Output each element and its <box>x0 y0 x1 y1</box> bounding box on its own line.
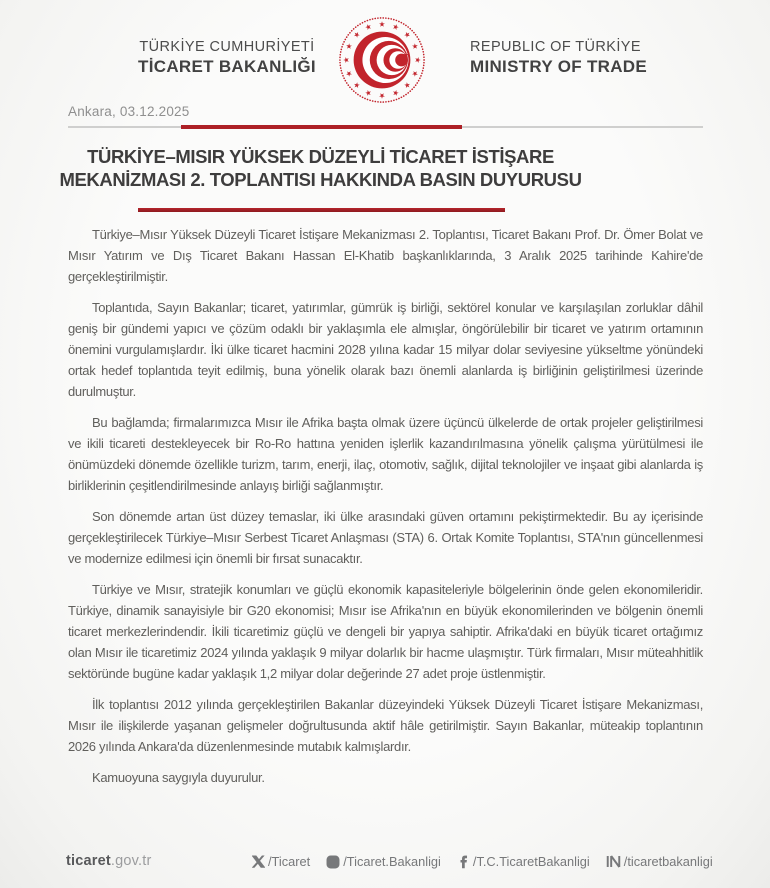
x-icon <box>252 855 265 868</box>
instagram-icon <box>326 855 340 869</box>
paragraph: Türkiye ve Mısır, stratejik konumları ve güçlü ekonomik kapasiteleriyle bölgelerinin önde gelen ekonomileridir. Türkiye, dinamik sanayisiyle bir G20 ekonomisi; Mısır ise Afrika'nın en büyük ekonomilerinden ve bölgenin önemli ticaret merkezlerindendir. İkili ticaretimiz güçlü ve dengeli bir yapıya sahiptir. Afrika'daki en büyük ticaret ortağımız olan Mısır ile ticaretimiz 2024 yılında yaklaşık 9 milyar dolarlık bir hacme ulaşmıştır. Türk firmaları, Mısır müteahhitlik sektöründe bugüne kadar yaklaşık 1,2 milyar dolar değerinde 27 adet proje üstlenmiştir. <box>68 582 703 681</box>
nsosyal-icon <box>606 855 621 868</box>
social-handle: /Ticaret.Bakanligi <box>343 854 441 869</box>
page-title-line1: TÜRKİYE–MISIR YÜKSEK DÜZEYLİ TİCARET İSTİŞARE <box>87 146 554 167</box>
paragraph: Bu bağlamda; firmalarımızca Mısır ile Afrika başta olmak üzere üçüncü ülkelerde de ortak projeler geliştirilmesi ve ikili ticareti destekleyecek bir Ro-Ro hattına yeniden işlerlik kazandırılmasına yönelik çalışma yürütülmesi ile önümüzdeki dönemde özellikle turizm, tarım, enerji, ilaç, otomotiv, sağlık, dijital teknolojiler ve inşaat gibi alanlarda iş birliklerinin çeşitlendirilmesinde anlayış birliği sağlanmıştır. <box>68 415 703 493</box>
org-right-line2: MINISTRY OF TRADE <box>470 57 647 76</box>
title-underline <box>138 208 505 212</box>
ministry-of-trade-logo-icon <box>337 15 427 105</box>
org-left-line2: TİCARET BAKANLIĞI <box>138 57 316 76</box>
social-link-nsosyal[interactable] <box>606 854 713 869</box>
paragraph: Toplantıda, Sayın Bakanlar; ticaret, yatırımlar, gümrük iş birliği, sektörel konular ve karşılaşılan zorluklar dâhil geniş bir gündemi yapıcı ve çözüm odaklı bir yaklaşımla ele almışlar, öngörülebilir bir ticaret ve yatırım ortamının önemini vurgulamışlardır. İki ülke ticaret hacmini 2028 yılına kadar 15 milyar dolar seviyesine yükseltme yönündeki ortak hedef toplantıda teyit edilmiş, buna yönelik olarak bazı önemli alanlarda iş birliğinin geliştirilmesi üzerinde durulmuştur. <box>68 300 703 399</box>
page-title <box>58 146 583 191</box>
paragraph: İlk toplantısı 2012 yılında gerçekleştirilen Bakanlar düzeyindeki Yüksek Düzeyli Ticaret İstişare Mekanizması, Mısır ile ilişkilerde yaşanan gelişmeler doğrultusunda aktif hâle getirilmiştir. Sayın Bakanlar, müteakip toplantının 2026 yılında Ankara'da düzenlenmesinde mutabık kalmışlardır. <box>68 697 703 754</box>
social-link-instagram[interactable] <box>326 854 441 869</box>
paragraph: Türkiye–Mısır Yüksek Düzeyli Ticaret İstişare Mekanizması 2. Toplantısı, Ticaret Bakanı Prof. Dr. Ömer Bolat ve Mısır Yatırım ve Dış Ticaret Bakanı Hassan El-Khatib başkanlıklarında, 3 Aralık 2025 tarihinde Kahire'de gerçekleştirilmiştir. <box>68 227 703 284</box>
social-links <box>252 854 713 869</box>
org-left-line1: TÜRKİYE CUMHURİYETİ <box>139 39 315 55</box>
dateline: Ankara, 03.12.2025 <box>68 104 190 119</box>
header-divider <box>68 126 703 128</box>
social-link-x[interactable] <box>252 854 310 869</box>
org-name-english <box>470 39 647 77</box>
facebook-icon <box>457 855 470 869</box>
page-title-line2: MEKANİZMASI 2. TOPLANTISI HAKKINDA BASIN DUYURUSU <box>59 168 582 190</box>
social-handle: /T.C.TicaretBakanligi <box>472 854 590 869</box>
website-link-rest: .gov.tr <box>110 853 152 869</box>
press-release-body <box>68 224 703 798</box>
org-right-line1: REPUBLIC OF TÜRKİYE <box>470 39 641 55</box>
social-link-facebook[interactable] <box>457 854 590 869</box>
social-handle: /ticaretbakanligi <box>623 854 713 869</box>
social-handle: /Ticaret <box>268 854 311 869</box>
org-name-turkish <box>92 39 362 77</box>
website-link[interactable] <box>66 853 152 869</box>
paragraph: Son dönemde artan üst düzey temaslar, iki ülke arasındaki güven ortamını pekiştirmektedir. Bu ay içerisinde gerçekleştirilecek Türkiye–Mısır Serbest Ticaret Anlaşması (STA) 6. Ortak Komite Toplantısı, STA'nın güncellenmesi ve modernize edilmesi için önemli bir fırsat sunacaktır. <box>68 509 703 566</box>
closing-line: Kamuoyuna saygıyla duyurulur. <box>92 770 265 785</box>
website-link-bold: ticaret <box>66 853 111 869</box>
header-divider-accent <box>181 125 462 129</box>
